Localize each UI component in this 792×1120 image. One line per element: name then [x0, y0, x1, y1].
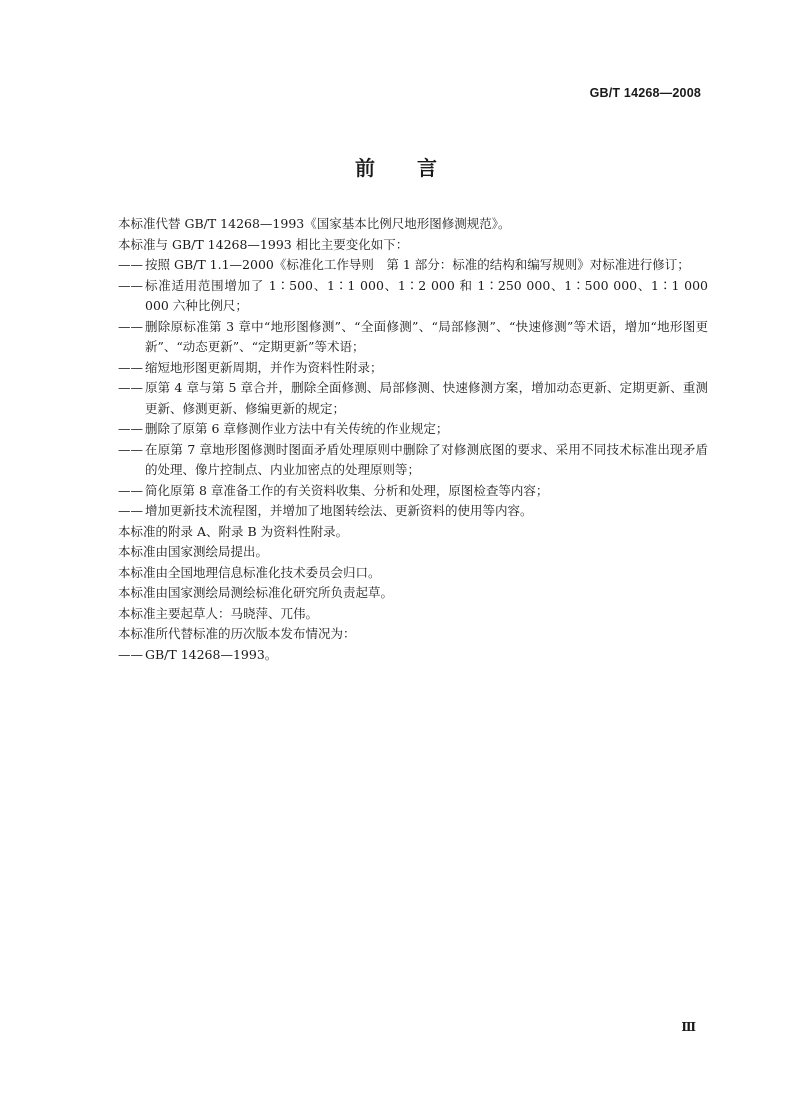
- closing-line: 本标准所代替标准的历次版本发布情况为：: [118, 626, 356, 641]
- foreword-body: [118, 214, 708, 665]
- change-text: 简化原第 8 章准备工作的有关资料收集、分析和处理，原图检查等内容；: [145, 482, 549, 498]
- change-item: [118, 317, 708, 358]
- change-item: [118, 440, 708, 481]
- closing-line: 本标准由国家测绘局提出。: [118, 544, 269, 559]
- change-item: [118, 378, 708, 419]
- change-text: 标准适用范围增加了 1∶500、1∶1 000、1∶2 000 和 1∶250 000、1∶500 000、1∶1 000 000 六种比例尺；: [145, 277, 708, 313]
- dash-mark: ——: [118, 482, 143, 498]
- dash-mark: ——: [118, 318, 143, 334]
- history-text: GB/T 14268—1993。: [145, 646, 278, 662]
- change-text: 原第 4 章与第 5 章合并，删除全面修测、局部修测、快速修测方案，增加动态更新、定期更新、重测更新、修测更新、修编更新的规定；: [145, 380, 708, 416]
- change-item: [118, 255, 708, 276]
- closing-line: 本标准主要起草人：马晓萍、兀伟。: [118, 605, 319, 621]
- change-item: [118, 276, 708, 317]
- closing-line: 本标准由全国地理信息标准化技术委员会归口。: [118, 564, 381, 580]
- change-text: 增加更新技术流程图，并增加了地图转绘法、更新资料的使用等内容。: [145, 503, 533, 518]
- change-text: 在原第 7 章地形图修测时图面矛盾处理原则中删除了对修测底图的要求、采用不同技术标准出现矛盾的处理、像片控制点、内业加密点的处理原则等；: [145, 441, 708, 477]
- dash-mark: ——: [118, 441, 143, 457]
- dash-mark: ——: [118, 421, 143, 436]
- standard-number: GB/T 14268—2008: [589, 86, 701, 100]
- intro-line: 本标准代替 GB/T 14268—1993《国家基本比例尺地形图修测规范》。: [118, 216, 511, 231]
- dash-mark: ——: [118, 257, 143, 272]
- change-item: [118, 481, 708, 502]
- change-item: [118, 419, 708, 440]
- dash-mark: ——: [118, 646, 143, 662]
- page-number: Ⅲ: [681, 1020, 696, 1034]
- closing-line: 本标准由国家测绘局测绘标准化研究所负责起草。: [118, 585, 394, 600]
- change-text: 删除原标准第 3 章中“地形图修测”、“全面修测”、“局部修测”、“快速修测”等术语，增加“地形图更新”、“动态更新”、“定期更新”等术语；: [145, 318, 708, 354]
- closing-line: 本标准的附录 A、附录 B 为资料性附录。: [118, 523, 349, 539]
- change-text: 删除了原第 6 章修测作业方法中有关传统的作业规定；: [145, 421, 449, 436]
- change-text: 缩短地形图更新周期，并作为资料性附录；: [145, 359, 383, 375]
- dash-mark: ——: [118, 503, 143, 518]
- page-title: 前言: [355, 156, 479, 180]
- dash-mark: ——: [118, 359, 143, 375]
- change-text: 按照 GB/T 1.1—2000《标准化工作导则 第 1 部分：标准的结构和编写规则》对标准进行修订；: [145, 257, 690, 272]
- dash-mark: ——: [118, 380, 143, 395]
- change-item: [118, 501, 708, 522]
- dash-mark: ——: [118, 277, 143, 293]
- history-item: [118, 645, 708, 666]
- intro-line: 本标准与 GB/T 14268—1993 相比主要变化如下：: [118, 236, 409, 252]
- change-item: [118, 358, 708, 379]
